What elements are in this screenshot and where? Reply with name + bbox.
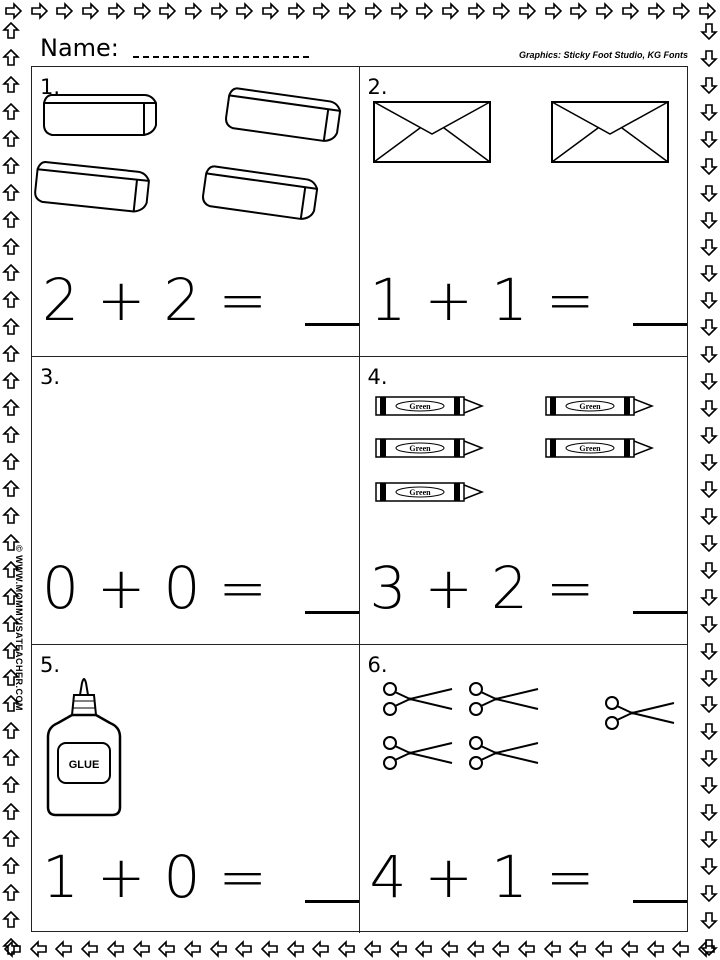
up-arrow-icon (2, 291, 20, 309)
crayon-group (360, 357, 686, 537)
left-arrow-icon (261, 940, 279, 958)
right-arrow-icon (647, 2, 665, 20)
up-arrow-icon (2, 938, 20, 956)
problem-number: 4. (367, 365, 388, 389)
down-arrow-icon (700, 911, 718, 929)
eraser-icon (44, 95, 156, 135)
down-arrow-icon (700, 561, 718, 579)
down-arrow-icon (700, 642, 718, 660)
up-arrow-icon (2, 722, 20, 740)
crayon-icon (546, 439, 652, 457)
right-arrow-icon (107, 2, 125, 20)
up-arrow-icon (2, 911, 20, 929)
right-arrow-icon (364, 2, 382, 20)
addend-a: 4 (369, 843, 407, 911)
up-arrow-icon (2, 749, 20, 767)
scissors-icon (384, 737, 452, 769)
equals-sign: = (218, 266, 268, 334)
left-arrow-icon (595, 940, 613, 958)
eraser-icon (202, 165, 318, 220)
left-arrow-icon (107, 940, 125, 958)
scissors-group (360, 645, 686, 845)
answer-blank[interactable] (633, 610, 687, 614)
problem-grid (31, 66, 688, 932)
right-arrow-icon (158, 2, 176, 20)
right-arrow-icon (492, 2, 510, 20)
border-top-arrows (0, 0, 720, 22)
left-arrow-icon (287, 940, 305, 958)
left-arrow-icon (235, 940, 253, 958)
down-arrow-icon (700, 695, 718, 713)
crayon-icon (376, 439, 482, 457)
right-arrow-icon (441, 2, 459, 20)
down-arrow-icon (700, 426, 718, 444)
up-arrow-icon (2, 507, 20, 525)
crayon-label: Green (408, 488, 431, 497)
left-arrow-icon (621, 940, 639, 958)
plus-sign: + (424, 843, 474, 911)
up-arrow-icon (2, 776, 20, 794)
up-arrow-icon (2, 264, 20, 282)
equation (42, 843, 360, 911)
border-bottom-arrows (0, 938, 720, 960)
left-arrow-icon (390, 940, 408, 958)
plus-sign: + (424, 554, 474, 622)
watermark: © WWW.MOMMYISATEACHER.COM (14, 545, 24, 711)
addend-b: 1 (491, 266, 528, 334)
border-right-arrows (698, 0, 720, 960)
down-arrow-icon (700, 345, 718, 363)
left-arrow-icon (647, 940, 665, 958)
problem-cell-1 (32, 67, 360, 357)
up-arrow-icon (2, 184, 20, 202)
left-arrow-icon (312, 940, 330, 958)
up-arrow-icon (2, 103, 20, 121)
left-arrow-icon (569, 940, 587, 958)
addend-b: 1 (491, 843, 528, 911)
left-arrow-icon (364, 940, 382, 958)
addend-a: 3 (369, 554, 407, 622)
right-arrow-icon (81, 2, 99, 20)
down-arrow-icon (700, 318, 718, 336)
glue-bottle-icon (48, 679, 120, 815)
left-arrow-icon (672, 940, 690, 958)
equals-sign: = (218, 843, 268, 911)
down-arrow-icon (700, 588, 718, 606)
down-arrow-icon (700, 157, 718, 175)
equals-sign: = (545, 266, 595, 334)
equation (370, 843, 688, 911)
problem-cell-5 (32, 645, 360, 933)
glue-group (32, 645, 358, 845)
right-arrow-icon (338, 2, 356, 20)
down-arrow-icon (700, 291, 718, 309)
right-arrow-icon (235, 2, 253, 20)
down-arrow-icon (700, 49, 718, 67)
crayon-icon (376, 397, 482, 415)
scissors-icon (606, 697, 674, 729)
up-arrow-icon (2, 480, 20, 498)
left-arrow-icon (81, 940, 99, 958)
right-arrow-icon (621, 2, 639, 20)
left-arrow-icon (158, 940, 176, 958)
down-arrow-icon (700, 103, 718, 121)
down-arrow-icon (700, 264, 718, 282)
up-arrow-icon (2, 803, 20, 821)
plus-sign: + (96, 266, 146, 334)
left-arrow-icon (184, 940, 202, 958)
equation (370, 266, 688, 334)
down-arrow-icon (700, 776, 718, 794)
problem-cell-4 (360, 357, 688, 645)
addend-a: 1 (369, 266, 407, 334)
down-arrow-icon (700, 749, 718, 767)
problem-number: 1. (40, 75, 61, 99)
left-arrow-icon (30, 940, 48, 958)
left-arrow-icon (467, 940, 485, 958)
up-arrow-icon (2, 830, 20, 848)
right-arrow-icon (184, 2, 202, 20)
problem-number: 2. (367, 75, 388, 99)
right-arrow-icon (30, 2, 48, 20)
down-arrow-icon (700, 76, 718, 94)
up-arrow-icon (2, 884, 20, 902)
equation (370, 554, 688, 622)
up-arrow-icon (2, 857, 20, 875)
up-arrow-icon (2, 345, 20, 363)
left-arrow-icon (338, 940, 356, 958)
left-arrow-icon (441, 940, 459, 958)
graphics-credit: Graphics: Sticky Foot Studio, KG Fonts (518, 50, 688, 60)
down-arrow-icon (700, 238, 718, 256)
answer-blank[interactable] (633, 899, 687, 903)
equation (42, 266, 360, 334)
up-arrow-icon (2, 399, 20, 417)
right-arrow-icon (467, 2, 485, 20)
right-arrow-icon (415, 2, 433, 20)
scissors-icon (470, 683, 538, 715)
problem-cell-3 (32, 357, 360, 645)
plus-sign: + (96, 554, 146, 622)
down-arrow-icon (700, 184, 718, 202)
crayon-label: Green (578, 402, 601, 411)
up-arrow-icon (2, 211, 20, 229)
up-arrow-icon (2, 318, 20, 336)
addend-a: 2 (42, 266, 79, 334)
down-arrow-icon (700, 211, 718, 229)
addend-a: 1 (42, 843, 79, 911)
name-field (40, 34, 309, 62)
name-label: Name: (40, 34, 119, 62)
right-arrow-icon (210, 2, 228, 20)
down-arrow-icon (700, 22, 718, 40)
addend-b: 2 (491, 554, 528, 622)
addend-b: 2 (163, 266, 201, 334)
problem-cell-2 (360, 67, 688, 357)
down-arrow-icon (700, 130, 718, 148)
scissors-icon (384, 683, 452, 715)
problem-number: 5. (40, 653, 61, 677)
right-arrow-icon (569, 2, 587, 20)
right-arrow-icon (312, 2, 330, 20)
up-arrow-icon (2, 130, 20, 148)
down-arrow-icon (700, 722, 718, 740)
crayon-label: Green (408, 402, 431, 411)
equals-sign: = (545, 843, 595, 911)
right-arrow-icon (544, 2, 562, 20)
up-arrow-icon (2, 238, 20, 256)
up-arrow-icon (2, 372, 20, 390)
right-arrow-icon (518, 2, 536, 20)
down-arrow-icon (700, 884, 718, 902)
answer-blank[interactable] (305, 610, 359, 614)
answer-blank[interactable] (305, 899, 359, 903)
up-arrow-icon (2, 157, 20, 175)
addend-b: 0 (163, 554, 201, 622)
answer-blank[interactable] (305, 322, 359, 326)
left-arrow-icon (55, 940, 73, 958)
down-arrow-icon (700, 830, 718, 848)
crayon-icon (376, 483, 482, 501)
left-arrow-icon (415, 940, 433, 958)
equals-sign: = (545, 554, 595, 622)
left-arrow-icon (210, 940, 228, 958)
up-arrow-icon (2, 49, 20, 67)
right-arrow-icon (595, 2, 613, 20)
down-arrow-icon (700, 507, 718, 525)
down-arrow-icon (700, 399, 718, 417)
right-arrow-icon (390, 2, 408, 20)
equation (42, 554, 360, 622)
problem-number: 3. (40, 365, 61, 389)
left-arrow-icon (133, 940, 151, 958)
problem-number: 6. (367, 653, 388, 677)
up-arrow-icon (2, 426, 20, 444)
up-arrow-icon (2, 22, 20, 40)
down-arrow-icon (700, 453, 718, 471)
down-arrow-icon (700, 372, 718, 390)
right-arrow-icon (133, 2, 151, 20)
right-arrow-icon (287, 2, 305, 20)
crayon-label: Green (408, 444, 431, 453)
answer-blank[interactable] (633, 322, 687, 326)
scissors-icon (470, 737, 538, 769)
envelope-group (360, 67, 686, 267)
envelope-icon (374, 102, 490, 162)
down-arrow-icon (700, 669, 718, 687)
envelope-icon (552, 102, 668, 162)
down-arrow-icon (700, 480, 718, 498)
glue-label: GLUE (68, 759, 100, 771)
eraser-group (32, 67, 358, 267)
down-arrow-icon (700, 803, 718, 821)
problem-cell-6 (360, 645, 688, 933)
name-blank-line[interactable] (133, 56, 309, 58)
up-arrow-icon (2, 76, 20, 94)
border-left-arrows (0, 0, 22, 960)
down-arrow-icon (700, 857, 718, 875)
plus-sign: + (424, 266, 474, 334)
down-arrow-icon (700, 615, 718, 633)
crayon-label: Green (578, 444, 601, 453)
right-arrow-icon (261, 2, 279, 20)
up-arrow-icon (2, 453, 20, 471)
addend-b: 0 (163, 843, 201, 911)
right-arrow-icon (55, 2, 73, 20)
right-arrow-icon (672, 2, 690, 20)
left-arrow-icon (518, 940, 536, 958)
down-arrow-icon (700, 534, 718, 552)
crayon-icon (546, 397, 652, 415)
left-arrow-icon (492, 940, 510, 958)
plus-sign: + (96, 843, 146, 911)
down-arrow-icon (700, 938, 718, 956)
eraser-icon (225, 87, 341, 142)
left-arrow-icon (544, 940, 562, 958)
equals-sign: = (218, 554, 268, 622)
addend-a: 0 (42, 554, 79, 622)
eraser-icon (34, 161, 150, 212)
